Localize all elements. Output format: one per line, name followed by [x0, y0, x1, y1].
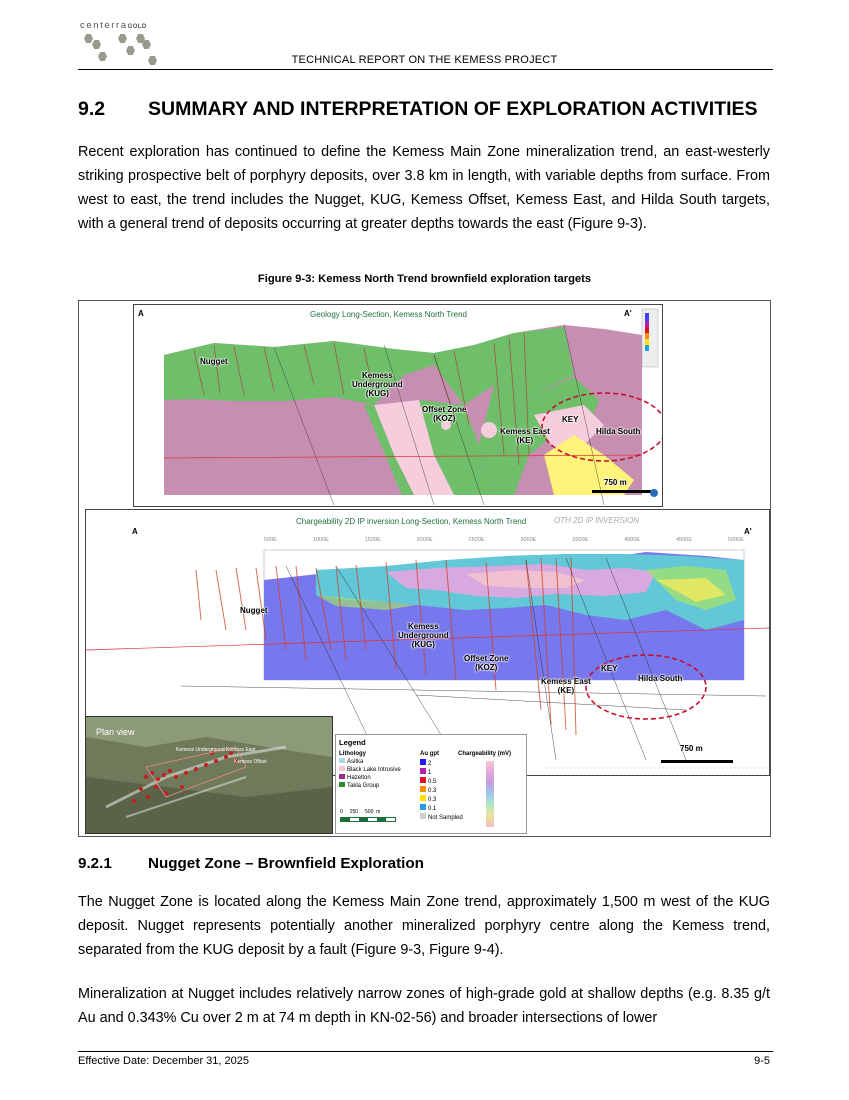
- chargeability-colorbar: [486, 761, 494, 827]
- lithology-item: Asitka: [339, 758, 401, 766]
- scale-label: 750 m: [604, 478, 627, 487]
- au-item: 2: [420, 759, 463, 768]
- header-rule: [78, 69, 773, 70]
- section-title: SUMMARY AND INTERPRETATION OF EXPLORATION ACTIVITIES: [148, 98, 758, 120]
- easting-tick: 1000E: [312, 537, 329, 543]
- easting-tick: 4000E: [624, 537, 641, 543]
- geology-section-title: Geology Long-Section, Kemess North Trend: [310, 310, 467, 319]
- section-number: 9.2: [78, 98, 106, 120]
- footer-rule: [78, 1051, 773, 1052]
- easting-tick: 4500E: [676, 537, 692, 543]
- au-item: 0.3: [420, 786, 463, 795]
- geology-long-section: [133, 304, 663, 507]
- scale-label: 750 m: [680, 744, 703, 753]
- easting-tick: 5000E: [727, 537, 744, 543]
- lithology-title: Lithology: [339, 751, 366, 757]
- au-gpt-list: [420, 759, 463, 822]
- subsection-heading: [78, 855, 424, 872]
- plan-view-title: Plan view: [96, 727, 135, 737]
- section-marker-a: A: [132, 527, 138, 536]
- lithology-list: [339, 758, 401, 790]
- label-kemess-east: Kemess East (KE): [541, 677, 591, 695]
- label-koz: Offset Zone (KOZ): [422, 405, 467, 423]
- footer-effective-date: Effective Date: December 31, 2025: [78, 1055, 250, 1067]
- label-hilda-south: Hilda South: [638, 674, 683, 683]
- ghost-title: OTH 2D IP INVERSION: [554, 516, 640, 525]
- lithology-item: Hazelton: [339, 774, 401, 782]
- easting-tick: 2500E: [468, 537, 485, 543]
- chargeability-section-title: Chargeability 2D IP inversion Long-Section, Kemess North Trend: [296, 517, 527, 526]
- label-key: KEY: [562, 415, 579, 424]
- legend-scale-bar: [340, 817, 396, 822]
- legend-title: Legend: [339, 738, 366, 747]
- section-marker-a: A: [138, 309, 144, 318]
- figure-legend: [335, 734, 527, 834]
- au-item: 1: [420, 768, 463, 777]
- subsection-number: 9.2.1: [78, 855, 112, 872]
- easting-tick: 3500E: [572, 537, 589, 543]
- plan-label-kug: Kemess Underground: [176, 747, 225, 753]
- au-item: 0.1: [420, 804, 463, 813]
- section-paragraph: Recent exploration has continued to define the Kemess Main Zone mineralization trend, an east-westerly striking prospective belt of porphyry deposits, over 3.8 km in length, with variable depths from surface. From west to east, the trend includes the Nugget, KUG, Kemess Offset, Kemess East, and Hilda South targets, with a general trend of deposits occurring at greater depths towards the east (Figure 9-3).: [78, 144, 770, 232]
- figure-9-3: [78, 300, 771, 837]
- section-heading: [78, 98, 758, 121]
- label-kug: Kemess Underground (KUG): [352, 371, 403, 398]
- figure-caption: Figure 9-3: Kemess North Trend brownfield exploration targets: [257, 273, 592, 285]
- section-marker-a-prime: A': [624, 309, 632, 318]
- geology-section-graphic: [134, 305, 662, 506]
- logo-wordmark: centerraGOLD: [80, 20, 147, 31]
- lithology-item: Black Lake Intrusive: [339, 766, 401, 774]
- au-item: 0.5: [420, 777, 463, 786]
- subsection-paragraph-1: The Nugget Zone is located along the Kemess Main Zone trend, approximately 1,500 m west of the KUG deposit. Nugget represents potentially another mineralized porphyry centre along the Kemess trend, separated from the KUG deposit by a fault (Figure 9-3, Figure 9-4).: [78, 894, 770, 958]
- label-key: KEY: [601, 664, 618, 673]
- logo-hex: [92, 40, 101, 49]
- au-gpt-title: Au gpt: [420, 751, 439, 757]
- subsection-title: Nugget Zone – Brownfield Exploration: [148, 855, 424, 872]
- chargeability-title: Chargeability (mV): [458, 751, 512, 757]
- report-header-title: TECHNICAL REPORT ON THE KEMESS PROJECT: [291, 54, 558, 66]
- easting-tick: 500E: [264, 537, 277, 543]
- legend-scale-label: 0 250 500 m: [340, 809, 381, 815]
- plan-view-inset: [85, 716, 333, 834]
- plan-label-ke: Kemess East: [226, 747, 256, 753]
- logo-hex: [84, 34, 93, 43]
- section-marker-a-prime: A': [744, 527, 752, 536]
- footer-page-number: 9-5: [754, 1055, 770, 1067]
- label-kug: Kemess Underground (KUG): [398, 622, 449, 649]
- subsection-paragraph-2: Mineralization at Nugget includes relatively narrow zones of high-grade gold at shallow depths (e.g. 8.35 g/t Au and 0.343% Cu over 2 m at 74 m depth in KN-02-56) and broader intersections of lower: [78, 986, 770, 1026]
- label-nugget: Nugget: [200, 357, 228, 366]
- lithology-item: Takla Group: [339, 782, 401, 790]
- easting-tick: 1500E: [364, 537, 381, 543]
- easting-tick: 3000E: [520, 537, 537, 543]
- au-item: 0.3: [420, 795, 463, 804]
- easting-tick: 2000E: [416, 537, 433, 543]
- label-kemess-east: Kemess East (KE): [500, 427, 550, 445]
- label-koz: Offset Zone (KOZ): [464, 654, 509, 672]
- label-nugget: Nugget: [240, 606, 268, 615]
- plan-label-koz: Kemess Offset: [234, 759, 267, 765]
- label-hilda-south: Hilda South: [596, 427, 641, 436]
- logo-hex: [118, 34, 127, 43]
- easting-axis: [264, 537, 744, 543]
- au-item: Not Sampled: [420, 813, 463, 822]
